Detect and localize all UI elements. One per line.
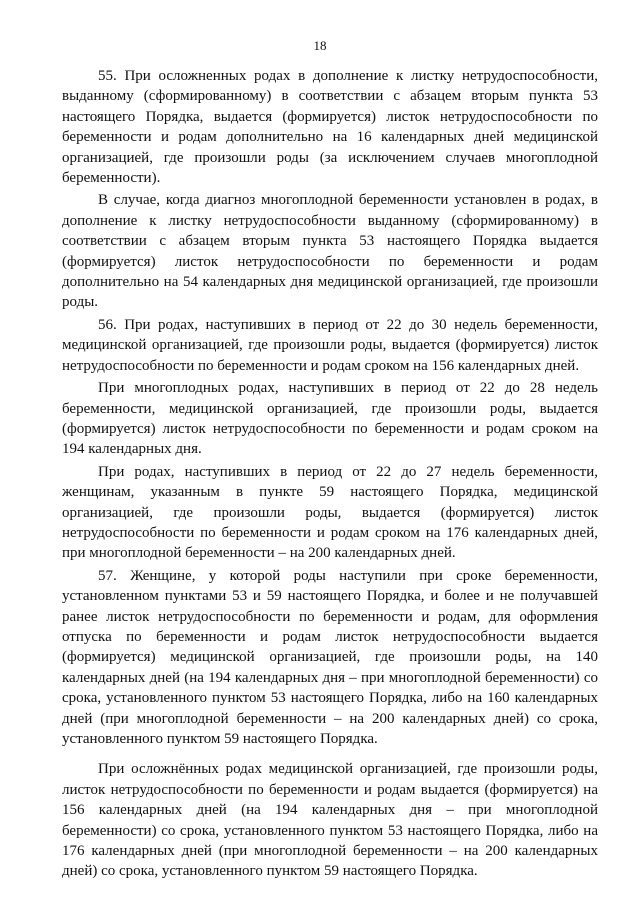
paragraph-56: 56. При родах, наступивших в период от 22 до 30 недель беременности, медицинской организацией, где произошли роды, выдается (формируется) листок нетрудоспособности по беременности и родам сроком на 156 календарных дней. — [62, 316, 598, 374]
paragraph-55: 55. При осложненных родах в дополнение к листку нетрудоспособности, выданному (сформированному) в соответствии с абзацем вторым пункта 53 настоящего Порядка, выдается (формируется) листок нетрудоспособности по беременности и родам дополнительно на 16 календарных дней медицинской организацией, где произошли роды (за исключением случаев многоплодной беременности). — [62, 68, 598, 187]
paragraph-56-multiple-births: При многоплодных родах, наступивших в период от 22 до 28 недель беременности, медицинской организацией, где произошли роды, выдается (формируется) листок нетрудоспособности по беременности и родам сроком на 194 календарных дня. — [62, 380, 598, 458]
document-body — [62, 66, 598, 882]
paragraph-55-multiple-pregnancy: В случае, когда диагноз многоплодной беременности установлен в родах, в дополнение к листку нетрудоспособности выданному (сформированному) в соответствии с абзацем вторым пункта 53 настоящего Порядка выдается (формируется) листок нетрудоспособности по беременности и родам дополнительно на 54 календарных дня медицинской организацией, где произошли роды. — [62, 192, 598, 311]
page-number: 18 — [313, 38, 327, 53]
paragraph-57: 57. Женщине, у которой роды наступили при сроке беременности, установленном пунктами 53 и 59 настоящего Порядка, и более и не получавшей ранее листок нетрудоспособности по беременности и родам, для оформления отпуска по беременности и родам листок нетрудоспособности выдается (формируется) медицинской организацией, где произошли роды, на 140 календарных дней (на 194 календарных дня – при многоплодной беременности) со срока, установленного пунктом 53 настоящего Порядка, либо на 160 календарных дней (при многоплодной беременности – на 200 календарных дней) со срока, установленного пунктом 59 настоящего Порядка. — [62, 567, 598, 747]
paragraph-57-complicated-births: При осложнённых родах медицинской организацией, где произошли роды, листок нетрудоспособности по беременности и родам выдается (формируется) на 156 календарных дней (на 194 календарных дня – при многоплодной беременности) со срока, установленного пунктом 53 настоящего Порядка, либо на 176 календарных дней (при многоплодной беременности – на 200 календарных дней) со срока, установленного пунктом 59 настоящего Порядка. — [62, 761, 598, 880]
paragraph-56-point-59: При родах, наступивших в период от 22 до 27 недель беременности, женщинам, указанным в пункте 59 настоящего Порядка, медицинской организацией, где произошли роды, выдается (формируется) листок нетрудоспособности по беременности и родам сроком на 176 календарных дней, при многоплодной беременности – на 200 календарных дней. — [62, 463, 598, 562]
